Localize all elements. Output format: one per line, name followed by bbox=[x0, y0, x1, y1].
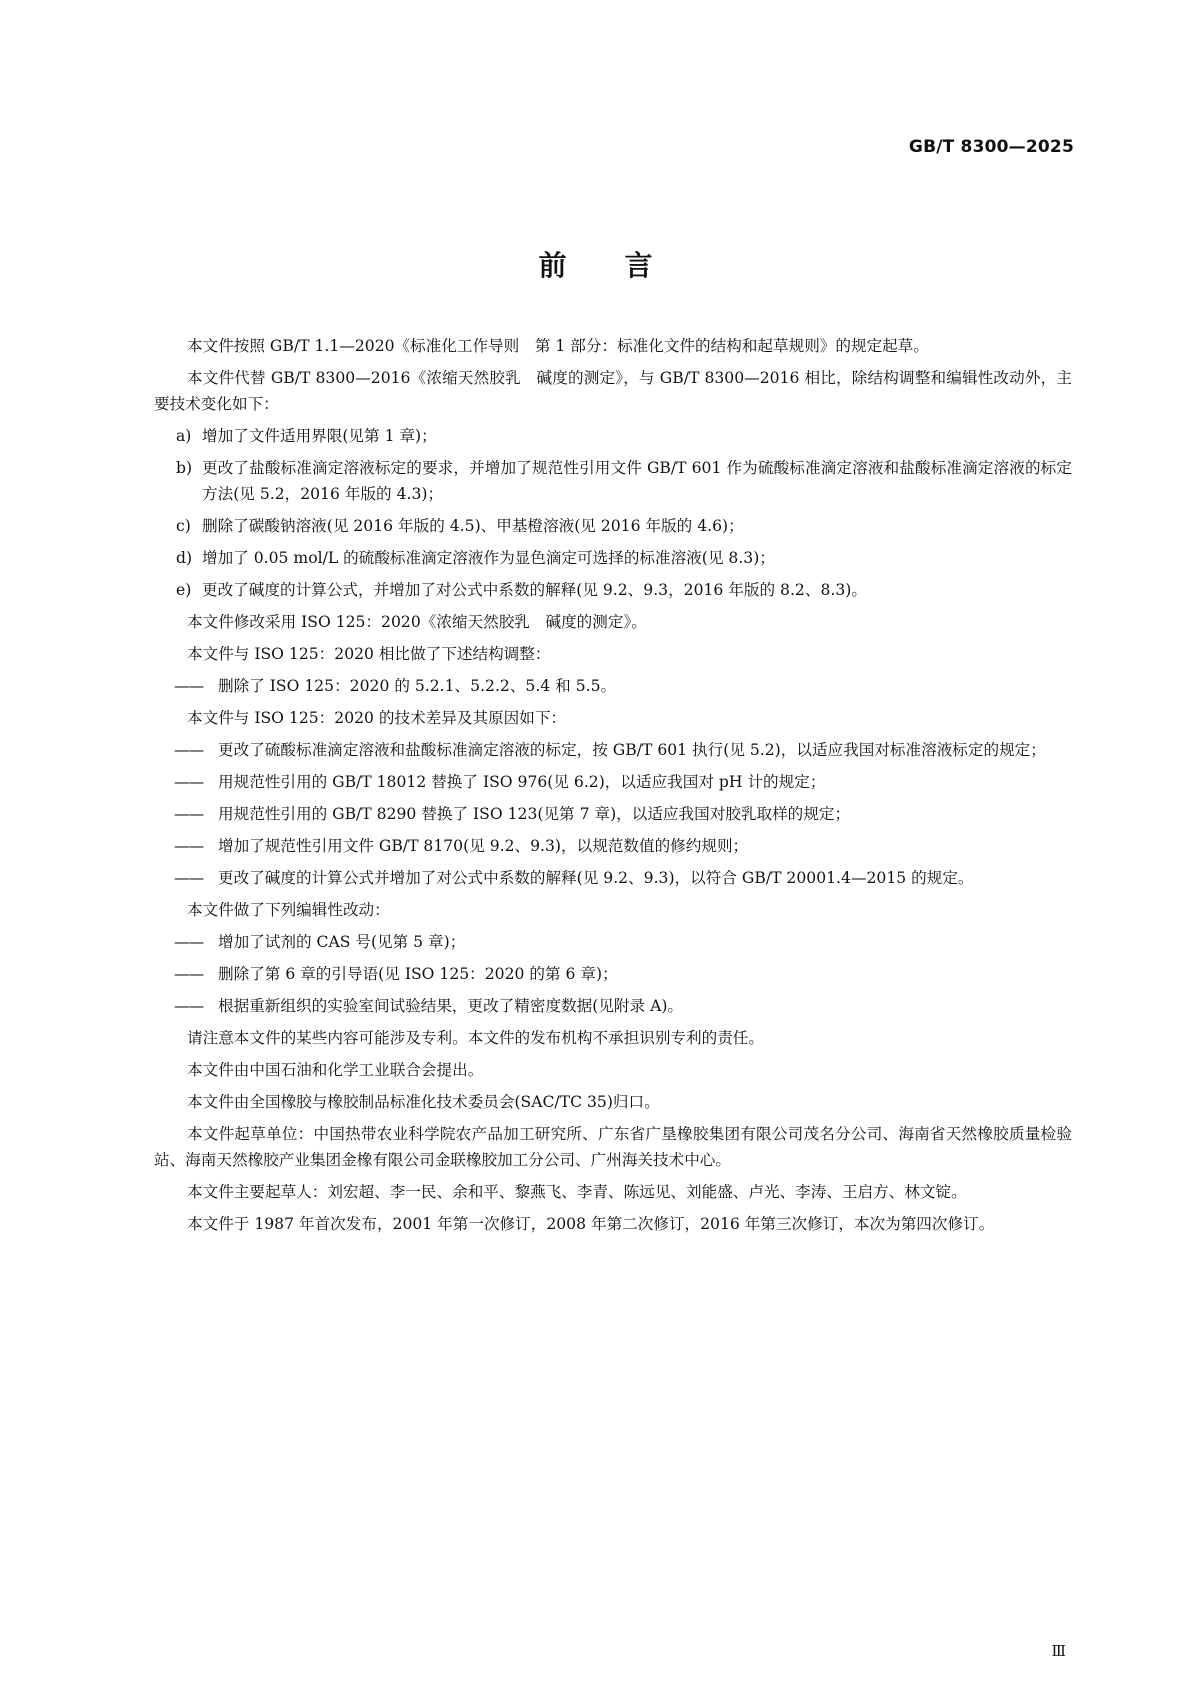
paragraph-replacement: 本文件代替 GB/T 8300—2016《浓缩天然胶乳 碱度的测定》，与 GB/T 8300—2016 相比，除结构调整和编辑性改动外，主要技术变化如下： bbox=[154, 369, 1072, 413]
list-item: b) 更改了盐酸标准滴定溶液标定的要求，并增加了规范性引用文件 GB/T 601 作为硫酸标准滴定溶液和盐酸标准滴定溶液的标定方法(见 5.2，2016 年版的 4.3)； bbox=[176, 459, 1072, 503]
paragraph-tech-diff-intro: 本文件与 ISO 125：2020 的技术差异及其原因如下： bbox=[187, 709, 567, 727]
foreword-body bbox=[154, 333, 1072, 1243]
dash-item: —— 用规范性引用的 GB/T 8290 替换了 ISO 123(见第 7 章)，以适应我国对胶乳取样的规定； bbox=[174, 805, 851, 823]
paragraph-patent-notice: 请注意本文件的某些内容可能涉及专利。本文件的发布机构不承担识别专利的责任。 bbox=[187, 1029, 764, 1047]
list-item: e) 更改了碱度的计算公式，并增加了对公式中系数的解释(见 9.2、9.3，2016 年版的 8.2、8.3)。 bbox=[176, 581, 867, 599]
paragraph-committee: 本文件由全国橡胶与橡胶制品标准化技术委员会(SAC/TC 35)归口。 bbox=[187, 1093, 660, 1111]
standard-code: GB/T 8300—2025 bbox=[908, 137, 1074, 157]
list-item: c) 删除了碳酸钠溶液(见 2016 年版的 4.5)、甲基橙溶液(见 2016 年版的 4.6)； bbox=[176, 517, 744, 535]
list-item: a) 增加了文件适用界限(见第 1 章)； bbox=[176, 427, 437, 445]
paragraph-editorial-intro: 本文件做了下列编辑性改动： bbox=[187, 901, 390, 919]
list-item: d) 增加了 0.05 mol/L 的硫酸标准滴定溶液作为显色滴定可选择的标准溶液(见 8.3)； bbox=[176, 549, 775, 567]
page-title: 前言 bbox=[538, 249, 711, 282]
dash-item: —— 更改了碱度的计算公式并增加了对公式中系数的解释(见 9.2、9.3)，以符合 GB/T 20001.4—2015 的规定。 bbox=[174, 869, 974, 887]
dash-item: —— 增加了规范性引用文件 GB/T 8170(见 9.2、9.3)，以规范数值的修约规则； bbox=[174, 837, 749, 855]
paragraph-history: 本文件于 1987 年首次发布，2001 年第一次修订，2008 年第二次修订，2016 年第三次修订，本次为第四次修订。 bbox=[187, 1215, 995, 1233]
paragraph-proposer: 本文件由中国石油和化学工业联合会提出。 bbox=[187, 1061, 484, 1079]
paragraph-adoption: 本文件修改采用 ISO 125：2020《浓缩天然胶乳 碱度的测定》。 bbox=[187, 613, 647, 631]
dash-item: —— 根据重新组织的实验室间试验结果，更改了精密度数据(见附录 A)。 bbox=[174, 997, 684, 1015]
paragraph-structure-intro: 本文件与 ISO 125：2020 相比做了下述结构调整： bbox=[187, 645, 551, 663]
paragraph-drafters: 本文件主要起草人：刘宏超、李一民、余和平、黎燕飞、李青、陈远见、刘能盛、卢光、李涛、王启方、林文锭。 bbox=[187, 1183, 967, 1201]
dash-item: —— 删除了第 6 章的引导语(见 ISO 125：2020 的第 6 章)； bbox=[174, 965, 618, 983]
dash-item: —— 更改了硫酸标准滴定溶液和盐酸标准滴定溶液的标定，按 GB/T 601 执行(见 5.2)，以适应我国对标准溶液标定的规定； bbox=[174, 741, 1046, 759]
dash-item: —— 用规范性引用的 GB/T 18012 替换了 ISO 976(见 6.2)，以适应我国对 pH 计的规定； bbox=[174, 773, 826, 791]
dash-item: —— 删除了 ISO 125：2020 的 5.2.1、5.2.2、5.4 和 5.5。 bbox=[174, 677, 617, 695]
page-number: Ⅲ bbox=[1051, 1642, 1066, 1660]
dash-item: —— 增加了试剂的 CAS 号(见第 5 章)； bbox=[174, 933, 466, 951]
paragraph-drafting-rules: 本文件按照 GB/T 1.1—2020《标准化工作导则 第 1 部分：标准化文件的结构和起草规则》的规定起草。 bbox=[187, 337, 929, 355]
paragraph-drafting-units: 本文件起草单位：中国热带农业科学院农产品加工研究所、广东省广垦橡胶集团有限公司茂名分公司、海南省天然橡胶质量检验站、海南天然橡胶产业集团金橡有限公司金联橡胶加工分公司、广州海关技术中心。 bbox=[154, 1125, 1072, 1169]
